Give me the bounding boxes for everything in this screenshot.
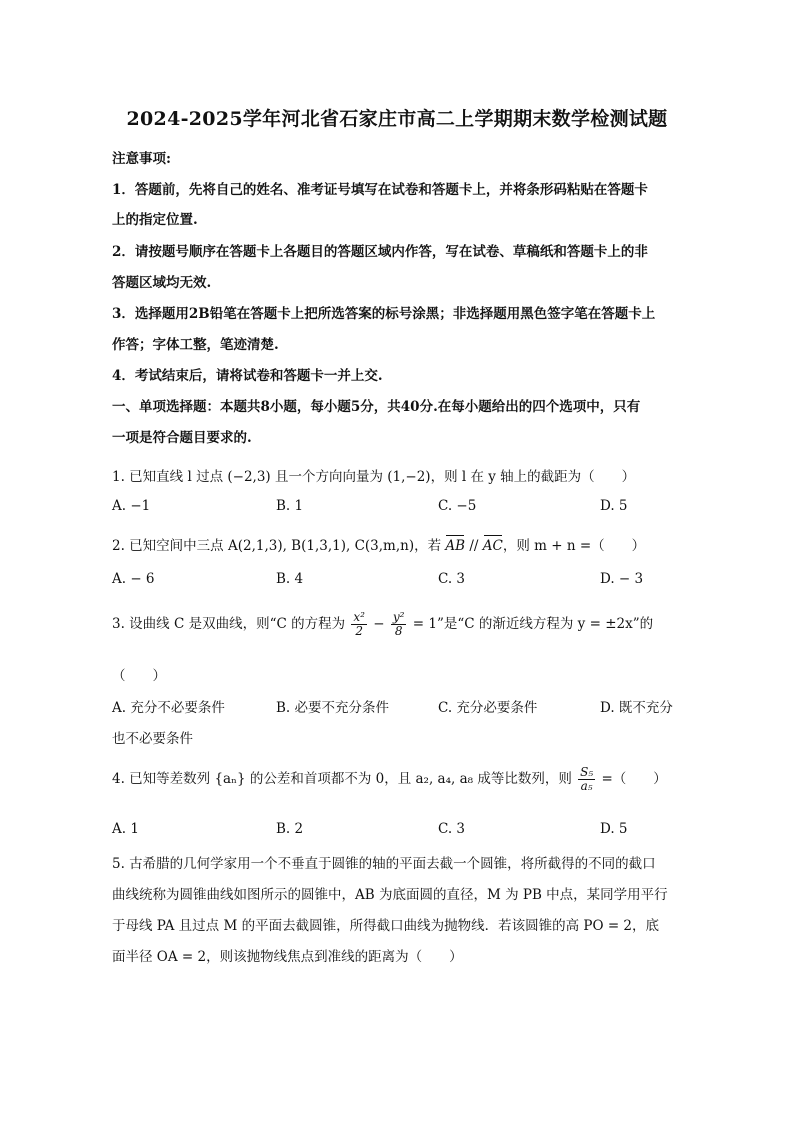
question-5-line-1: 5. 古希腊的几何学家用一个不垂直于圆锥的轴的平面去截一个圆锥，将所截得的不同的截口	[112, 856, 656, 872]
question-4-stem	[112, 766, 667, 793]
parallel-symbol: //	[465, 538, 483, 554]
notice-heading: 注意事项:	[112, 151, 171, 167]
question-3-answer-paren: （ ）	[112, 668, 166, 684]
notice-item-3-line-2: 作答；字体工整，笔迹清楚.	[112, 337, 279, 353]
question-1-option-b: B. 1	[276, 498, 304, 514]
question-3-option-b: B. 必要不充分条件	[276, 700, 390, 716]
section-1-heading-line-1: 一、单项选择题：本题共8小题，每小题5分，共40分.在每小题给出的四个选项中，只有	[112, 399, 641, 415]
question-5-line-3: 于母线 PA 且过点 M 的平面去截圆锥，所得截口曲线为抛物线．若该圆锥的高 PO = 2，底	[112, 918, 660, 934]
notice-item-4: 4．考试结束后，请将试卷和答题卡一并上交.	[112, 368, 383, 384]
question-1-option-c: C. −5	[438, 498, 477, 514]
question-4-option-c: C. 3	[438, 821, 466, 837]
question-3-stem-start: 3. 设曲线 C 是双曲线，则“C 的方程为	[112, 616, 350, 632]
notice-item-1-line-2: 上的指定位置.	[112, 212, 198, 228]
question-2-option-a: A. − 6	[112, 571, 155, 587]
minus-sign: −	[368, 616, 389, 632]
question-1-stem: 1. 已知直线 l 过点 (−2,3) 且一个方向向量为 (1,−2)，则 l 在 y 轴上的截距为（ ）	[112, 469, 636, 485]
fraction-s5-over-a5: $\frac{\text{S₅}}{\text{a₅}}$	[580, 765, 594, 793]
question-4-option-b: B. 2	[276, 821, 304, 837]
question-5-line-4: 面半径 OA = 2，则该抛物线焦点到准线的距离为（ ）	[112, 949, 463, 965]
question-3-option-c: C. 充分必要条件	[438, 700, 538, 716]
question-2-stem-start: 2. 已知空间中三点 A(2,1,3), B(1,3,1), C(3,m,n)，若	[112, 538, 446, 554]
exam-title: 2024-2025学年河北省石家庄市高二上学期期末数学检测试题	[126, 108, 668, 130]
fraction-y2-over-8: $\frac{\text{y²}}{8}$	[392, 610, 405, 638]
question-3-option-d: D. 既不充分	[600, 700, 673, 716]
question-2-option-c: C. 3	[438, 571, 466, 587]
question-4-stem-end: =（ ）	[597, 771, 667, 787]
notice-item-2-line-2: 答题区域均无效.	[112, 275, 212, 291]
notice-item-2-line-1: 2．请按题号顺序在答题卡上各题目的答题区域内作答，写在试卷、草稿纸和答题卡上的非	[112, 244, 648, 260]
question-3-option-a: A. 充分不必要条件	[112, 700, 225, 716]
question-2-option-b: B. 4	[276, 571, 304, 587]
question-4-option-a: A. 1	[112, 821, 139, 837]
question-4-option-d: D. 5	[600, 821, 628, 837]
fraction-x2-over-2: $\frac{\text{x²}}{2}$	[353, 610, 365, 638]
question-1-option-a: A. −1	[112, 498, 151, 514]
question-1-option-d: D. 5	[600, 498, 628, 514]
question-2-stem	[112, 534, 645, 554]
question-3-stem	[112, 611, 653, 638]
notice-item-1-line-1: 1．答题前，先将自己的姓名、准考证号填写在试卷和答题卡上，并将条形码粘贴在答题卡	[112, 182, 648, 198]
vector-ab: AB	[445, 538, 466, 554]
question-2-stem-end: ，则 m + n =（ ）	[502, 538, 646, 554]
question-5-line-2: 曲线统称为圆锥曲线如图所示的圆锥中，AB 为底面圆的直径，M 为 PB 中点，某同学用平行	[112, 887, 668, 903]
question-4-stem-start: 4. 已知等差数列 {aₙ} 的公差和首项都不为 0，且 a₂, a₄, a₈ 成等比数列，则	[112, 771, 577, 787]
question-3-stem-end: = 1”是“C 的渐近线方程为 y = ±2x”的	[408, 616, 654, 632]
question-2-option-d: D. − 3	[600, 571, 644, 587]
vector-ac: AC	[482, 538, 503, 554]
section-1-heading-line-2: 一项是符合题目要求的.	[112, 430, 252, 446]
notice-item-3-line-1: 3．选择题用2B铅笔在答题卡上把所选答案的标号涂黑；非选择题用黑色签字笔在答题卡上	[112, 306, 656, 322]
question-3-option-d-continued: 也不必要条件	[112, 731, 193, 747]
